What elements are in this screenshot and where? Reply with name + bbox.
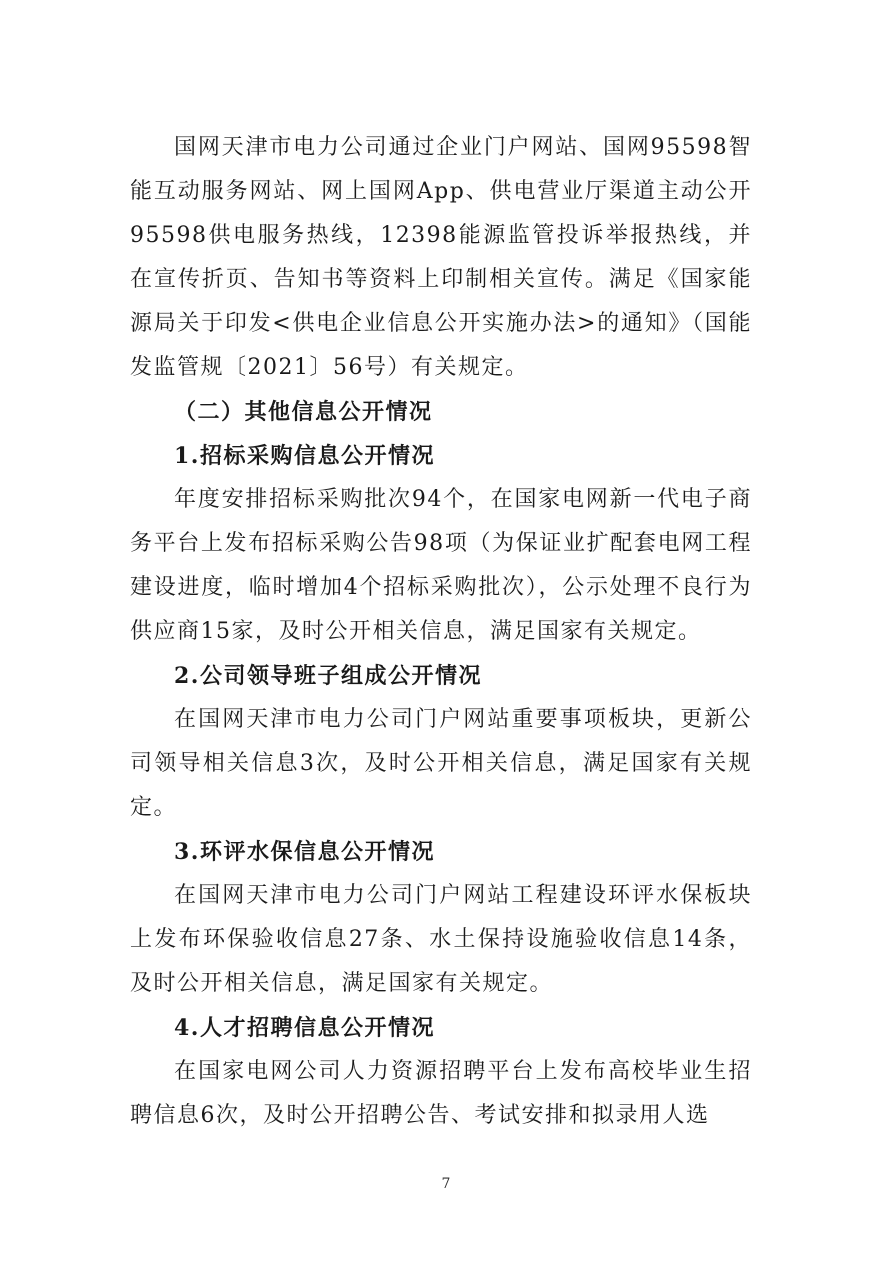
page-number: 7: [441, 1176, 451, 1192]
subheading-bidding: 1.招标采购信息公开情况: [174, 443, 435, 469]
paragraph-leadership: 在国网天津市电力公司门户网站重要事项板块，更新公司领导相关信息3次，及时公开相关信息，满足国家有关规定。: [130, 707, 752, 820]
subheading-environment: 3.环评水保信息公开情况: [174, 839, 435, 865]
section-heading-other-info: （二）其他信息公开情况: [174, 399, 433, 425]
paragraph-bidding: 年度安排招标采购批次94个，在国家电网新一代电子商务平台上发布招标采购公告98项（为保证业扩配套电网工程建设进度，临时增加4个招标采购批次），公示处理不良行为供应商15家，及时公开相关信息，满足国家有关规定。: [130, 487, 752, 644]
subheading-recruitment: 4.人才招聘信息公开情况: [174, 1015, 435, 1041]
document-body: [130, 126, 752, 1138]
paragraph-public-disclosure: 国网天津市电力公司通过企业门户网站、国网95598智能互动服务网站、网上国网App、供电营业厅渠道主动公开95598供电服务热线，12398能源监管投诉举报热线，并在宣传折页、告知书等资料上印制相关宣传。满足《国家能源局关于印发<供电企业信息公开实施办法>的通知》（国能发监管规〔2021〕56号）有关规定。: [130, 135, 752, 380]
paragraph-recruitment: 在国家电网公司人力资源招聘平台上发布高校毕业生招聘信息6次，及时公开招聘公告、考试安排和拟录用人选: [130, 1059, 752, 1128]
subheading-leadership: 2.公司领导班子组成公开情况: [174, 663, 482, 689]
paragraph-environment: 在国网天津市电力公司门户网站工程建设环评水保板块上发布环保验收信息27条、水土保持设施验收信息14条，及时公开相关信息，满足国家有关规定。: [130, 883, 752, 996]
